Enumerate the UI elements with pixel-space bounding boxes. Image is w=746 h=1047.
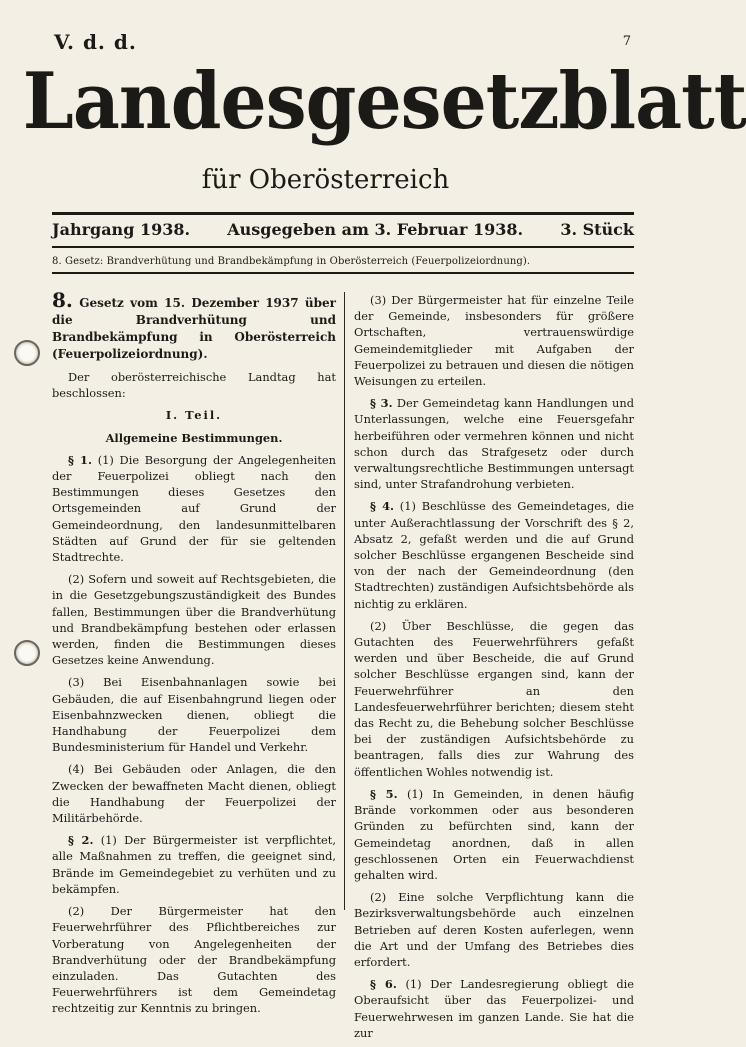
- contents-line: 8. Gesetz: Brandverhütung und Brandbekämpfung in Oberösterreich (Feuerpolizeiordnung).: [52, 256, 531, 267]
- section-number: § 4.: [370, 499, 394, 514]
- paragraph-text: (2) Der Bürgermeister hat den Feuerwehrführer des Pflichtbereiches zur Vorberatung von Angelegenheiten der Brandverhütung oder der Brandbekämpfung einzuladen. Das Gutachten des Feuerwehrführers ist dem Gemeindetag rechtzeitig zur Kenntnis zu bringen.: [52, 904, 336, 1016]
- issue-piece: 3. Stück: [560, 220, 634, 239]
- paragraph-text: (2) Über Beschlüsse, die gegen das Gutachten des Feuerwehrführers gefaßt werden und über Bescheide, die auf Grund solcher Beschlüsse ergangen sind, kann der Feuerwehrführer an den Landesfeuerwehrführer berichten; diesem steht das Recht zu, die Behebung solcher Beschlüsse bei der zuständigen Aufsichtsbehörde zu beantragen, falls dies zur Wahrung des öffentlichen Wohles notwendig ist.: [354, 618, 634, 779]
- column-divider: [344, 292, 345, 910]
- paragraph: [354, 498, 634, 611]
- part-heading: I. Teil.: [165, 408, 223, 423]
- section-number: § 5.: [370, 786, 398, 801]
- page-number: 7: [622, 34, 631, 49]
- punch-hole-icon: [14, 640, 40, 666]
- punch-hole-icon: [14, 340, 40, 366]
- issue-year: Jahrgang 1938.: [52, 220, 191, 239]
- section-heading: Allgemeine Bestimmungen.: [105, 430, 283, 445]
- issue-info-row: [52, 220, 634, 239]
- masthead-subtitle: für Oberösterreich: [201, 165, 450, 195]
- law-heading: [52, 288, 336, 363]
- section-number: § 3.: [370, 396, 393, 411]
- section-number: § 6.: [370, 977, 397, 992]
- paragraph-text: (1) In Gemeinden, in denen häufig Brände vorkommen oder aus besonderen Gründen zu befürchten sind, kann der Gemeindetag anordnen, daß in allen geschlossenen Orten ein Feuerwachdienst gehalten wird.: [354, 786, 634, 882]
- top-rule: [52, 212, 634, 215]
- law-number: 8.: [52, 288, 73, 312]
- paragraph-text: (1) Der Landesregierung obliegt die Oberaufsicht über das Feuerpolizei- und Feuerwehrwesen im ganzen Lande. Sie hat die zur: [354, 977, 634, 1040]
- paragraph-text: Der Gemeindetag kann Handlungen und Unterlassungen, welche eine Feuersgefahr herbeiführen oder vermehren können und nicht schon durch das Strafgesetz oder durch verwaltungsrechtliche Bestimmungen untersagt sind, unter Strafandrohung verbieten.: [354, 396, 634, 492]
- paragraph: [52, 674, 336, 755]
- paragraph: [354, 889, 634, 970]
- paragraph: [354, 395, 634, 492]
- paragraph: [52, 903, 336, 1016]
- law-preamble: Der oberösterreichische Landtag hat beschlossen:: [52, 370, 336, 401]
- paragraph-text: (1) Die Besorgung der Angelegenheiten der Feuerpolizei obliegt nach den Bestimmungen dieses Gesetzes den Ortsgemeinden auf Grund der Gemeindeordnung, den landesunmittelbaren Städten auf Grund der für sie geltenden Stadtrechte.: [52, 452, 336, 565]
- law-title: Gesetz vom 15. Dezember 1937 über die Brandverhütung und Brandbekämpfung in Oberösterreich (Feuerpolizeiordnung).: [52, 296, 336, 361]
- publisher-abbreviation: V. d. d.: [54, 30, 137, 54]
- paragraph: [52, 571, 336, 668]
- left-column: [52, 288, 336, 1023]
- right-column: [354, 292, 634, 1047]
- contents-rule: [52, 272, 634, 274]
- masthead-title: Landesgesetzblatt: [22, 56, 746, 147]
- paragraph: [354, 976, 634, 1041]
- paragraph: [354, 786, 634, 883]
- section-number: § 1.: [68, 452, 92, 467]
- paragraph: [354, 618, 634, 780]
- paragraph-text: (1) Beschlüsse des Gemeindetages, die unter Außerachtlassung der Vorschrift des § 2, Absatz 2, gefaßt werden und die auf Grund solcher Beschlüsse ergangenen Bescheide sind von der nach der Gemeindeordnung (den Stadtrechten) zuständigen Aufsichtsbehörde als nichtig zu erklären.: [354, 499, 634, 611]
- paragraph-text: (3) Bei Eisenbahnanlagen sowie bei Gebäuden, die auf Eisenbahngrund liegen oder Eisenbahnzwecken dienen, obliegt die Handhabung der Feuerpolizei dem Bundesministerium für Handel und Verkehr.: [52, 675, 336, 755]
- paragraph: [52, 832, 336, 897]
- section-number: § 2.: [68, 833, 94, 848]
- issue-rule: [52, 246, 634, 248]
- paragraph: [52, 452, 336, 565]
- issue-date: Ausgegeben am 3. Februar 1938.: [227, 220, 524, 239]
- paragraph: [354, 292, 634, 389]
- paragraph-text: (2) Eine solche Verpflichtung kann die Bezirksverwaltungsbehörde auch einzelnen Betrieben auf deren Kosten auferlegen, wenn die Art und der Umfang des Betriebes dies erfordert.: [354, 890, 634, 969]
- paragraph-text: (2) Sofern und soweit auf Rechtsgebieten, die in die Gesetzgebungszuständigkeit des Bundes fallen, Bestimmungen über die Brandverhütung und Brandbekämpfung bestehen oder erlassen werden, finden die Bestimmungen dieses Gesetzes keine Anwendung.: [52, 572, 336, 668]
- paragraph: [52, 761, 336, 826]
- paragraph-text: (4) Bei Gebäuden oder Anlagen, die den Zwecken der bewaffneten Macht dienen, obliegt die Handhabung der Feuerpolizei der Militärbehörde.: [52, 762, 336, 826]
- paragraph-text: (1) Der Bürgermeister ist verpflichtet, alle Maßnahmen zu treffen, die geeignet sind, Brände im Gemeindegebiet zu verhüten und zu bekämpfen.: [52, 833, 336, 896]
- paragraph-text: (3) Der Bürgermeister hat für einzelne Teile der Gemeinde, insbesonders für größere Ortschaften, vertrauenswürdige Gemeindemitglieder mit Aufgaben der Feuerpolizei zu betrauen und diesen die nötigen Weisungen zu erteilen.: [354, 293, 634, 389]
